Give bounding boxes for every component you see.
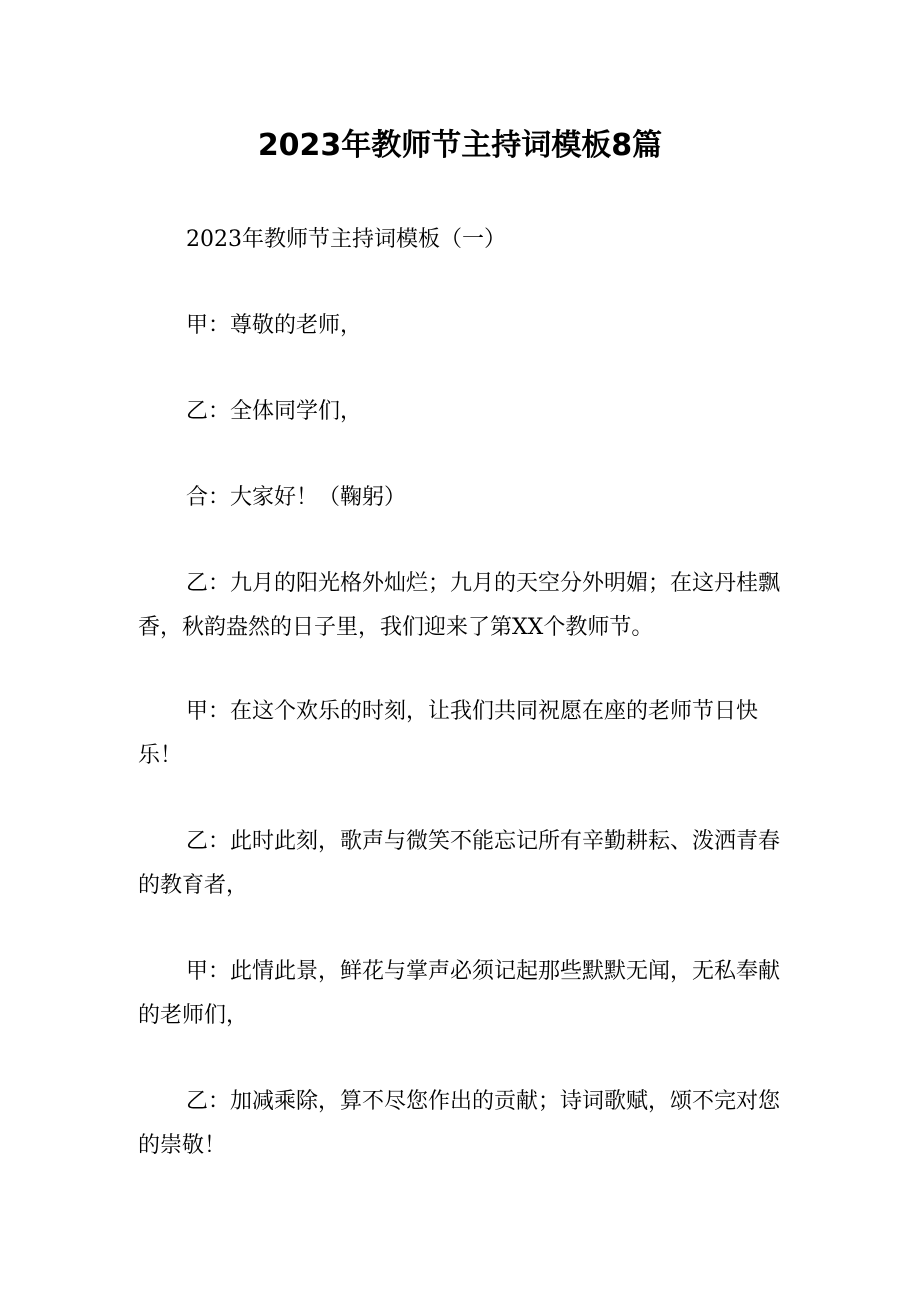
paragraph: 甲：尊敬的老师，	[186, 313, 363, 338]
paragraph: 乙：全体同学们，	[186, 399, 363, 424]
section-heading: 2023年教师节主持词模板（一）	[186, 227, 506, 252]
document-title: 2023年教师节主持词模板8篇	[257, 128, 663, 163]
paragraph: 乙：加减乘除，算不尽您作出的贡献；诗词歌赋，颂不完对您的崇敬！	[138, 1089, 781, 1158]
paragraph: 合：大家好！（鞠躬）	[186, 485, 407, 510]
paragraph: 乙：此时此刻，歌声与微笑不能忘记所有辛勤耕耘、泼洒青春的教育者，	[138, 829, 781, 898]
paragraph: 甲：此情此景，鲜花与掌声必须记起那些默默无闻，无私奉献的老师们，	[138, 959, 781, 1028]
paragraph: 乙：九月的阳光格外灿烂；九月的天空分外明媚；在这丹桂飘香，秋韵盎然的日子里，我们迎来了第XX个教师节。	[138, 571, 781, 640]
paragraph: 甲：在这个欢乐的时刻，让我们共同祝愿在座的老师节日快乐！	[138, 699, 759, 768]
